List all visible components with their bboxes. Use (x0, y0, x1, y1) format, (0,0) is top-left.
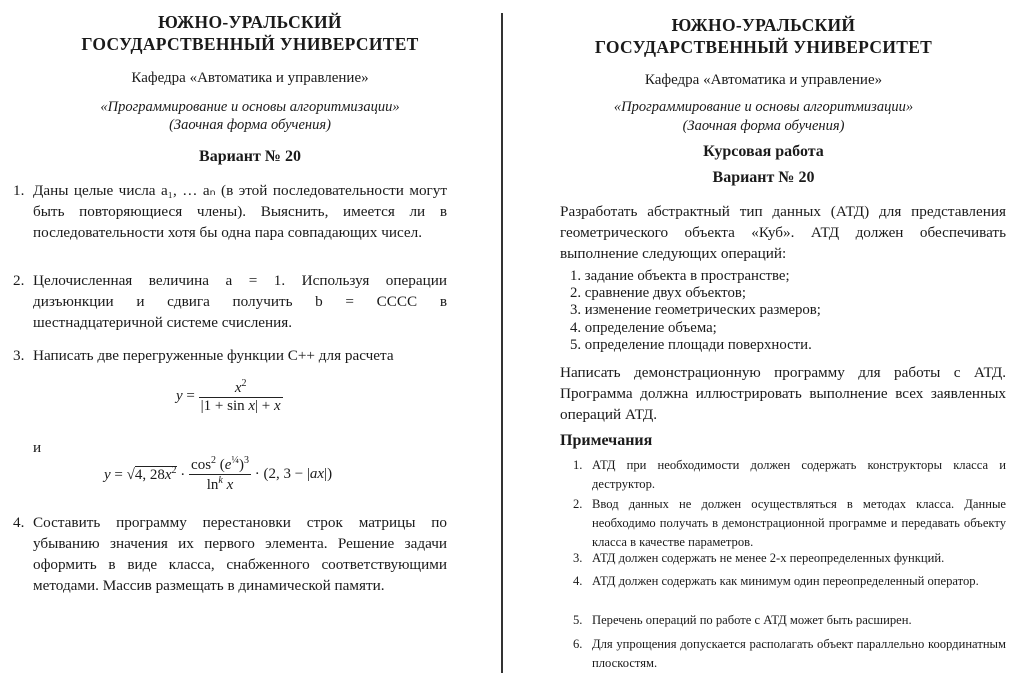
formula-1: y = $\frac{x^2}{\text{|1 + sin x| + x}}$ (176, 378, 281, 414)
note-text: Для упрощения допускается располагать объект параллельно координатным плоскостям. (592, 637, 1006, 670)
study-form: (Заочная форма обучения) (682, 118, 845, 134)
note-text: АТД при необходимости должен содержать конструкторы класса и деструктор. (592, 458, 1006, 491)
note-item (573, 572, 1006, 610)
right-page-course-work (503, 0, 1024, 673)
task-2 (13, 270, 447, 334)
task-4 (13, 512, 447, 598)
operation-item: 1. задание объекта в пространстве; (570, 268, 790, 284)
task-text: Даны целые числа a₁, … aₙ (в этой последовательности могут быть повторяющиеся члены). Выяснить, имеется ли в последовательности хотя бы одна пара совпадающих чисел. (33, 182, 447, 241)
note-item (573, 456, 1006, 494)
operation-item: 3. изменение геометрических размеров; (570, 302, 821, 319)
task-text: Составить программу перестановки строк матрицы по убыванию значения их первого элемента. Решение задачи оформить в виде класса, снабженного соответствующими методами. Массив размещать в динамической памяти. (33, 514, 447, 594)
note-text: АТД должен содержать как минимум один переопределенный оператор. (592, 574, 979, 588)
note-text: Ввод данных не должен осуществляться в методах класса. Данные необходимо получать в демонстрационной программе и передавать объекту класса в качестве параметров. (592, 497, 1006, 549)
note-number: 5. (573, 613, 583, 627)
note-item (573, 495, 1006, 552)
note-number: 4. (573, 574, 583, 588)
formula-2: y = √4, $28x^2$ · $\frac{\cos^2 (e^{\frac{1}{4}})^3}{\ln^k x}$ · (2, 3 − |ax|) (104, 455, 333, 493)
university-name-line2: ГОСУДАРСТВЕННЫЙ УНИВЕРСИТЕТ (81, 34, 419, 54)
formula-1-fraction: $\frac{x^2}{\text{|1 + sin x| + x}}$ (200, 378, 281, 414)
task-number: 2. (13, 272, 25, 289)
work-type-title: Курсовая работа (703, 143, 824, 160)
left-page-variant-20 (0, 0, 500, 673)
task-number: 3. (13, 347, 25, 364)
task-number: 4. (13, 514, 25, 531)
operation-item: 5. определение площади поверхности. (570, 336, 812, 353)
university-name-line2: ГОСУДАРСТВЕННЫЙ УНИВЕРСИТЕТ (594, 37, 933, 57)
note-number: 1. (573, 458, 583, 472)
note-item (573, 549, 1006, 568)
note-item (573, 611, 1006, 630)
note-number: 2. (573, 497, 583, 511)
note-item (573, 635, 1006, 673)
study-form: (Заочная форма обучения) (169, 117, 331, 133)
department-name: Кафедра «Автоматика и управление» (644, 72, 883, 88)
university-name-line1: ЮЖНО-УРАЛЬСКИЙ (158, 12, 342, 32)
department-name: Кафедра «Автоматика и управление» (131, 70, 369, 86)
task-text: Целочисленная величина a = 1. Используя операции дизъюнкции и сдвига получить b = CCCC в шестнадцатеричной системе счисления. (33, 272, 447, 331)
operation-item: 2. сравнение двух объектов; (570, 285, 746, 302)
assignment-intro: Разработать абстрактный тип данных (АТД) для представления геометрического объекта «Куб». АТД должен обеспечивать выполнение следующих операций: (560, 203, 1006, 262)
demo-program-text: Написать демонстрационную программу для работы с АТД. Программа должна иллюстрировать выполнение всех заявленных операций АТД. (560, 364, 1006, 423)
task-number: 1. (13, 182, 25, 199)
course-title: «Программирование и основы алгоритмизации» (100, 99, 400, 115)
note-number: 6. (573, 637, 583, 651)
operation-item: 4. определение объема; (570, 319, 717, 336)
and-word: и (33, 439, 42, 456)
notes-title: Примечания (560, 432, 653, 449)
note-text: Перечень операций по работе с АТД может быть расширен. (592, 613, 912, 627)
formula-2-fraction: $\frac{\cos^2 (e^{\frac{1}{4}})^3}{\ln^k x}$ (191, 455, 249, 493)
task-1 (13, 180, 447, 266)
course-title: «Программирование и основы алгоритмизации» (613, 99, 914, 115)
variant-title: Вариант № 20 (712, 169, 815, 186)
note-number: 3. (573, 551, 583, 565)
note-text: АТД должен содержать не менее 2-х переопределенных функций. (592, 551, 945, 565)
task-text: Написать две перегруженные функции C++ для расчета (33, 347, 394, 364)
task-3 (13, 345, 447, 367)
operations-list (570, 268, 821, 354)
variant-title: Вариант № 20 (199, 148, 301, 165)
university-name-line1: ЮЖНО-УРАЛЬСКИЙ (671, 15, 856, 35)
